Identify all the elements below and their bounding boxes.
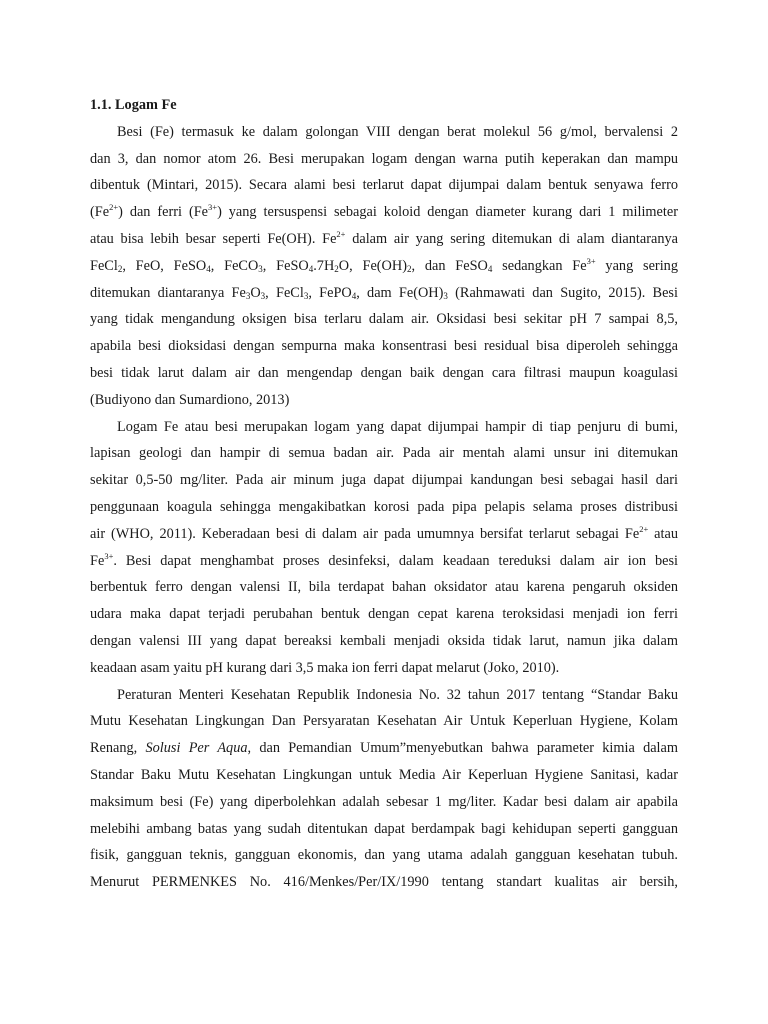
text-line: Standar Baku Mutu Kesehatan Lingkungan untuk Media Air Keperluan Hygiene Sanitasi, kadar [90, 766, 678, 783]
text-line: penggunaan koagula sehingga mengakibatkan korosi pada pipa pelapis selama proses distribusi [90, 498, 678, 515]
document-page [90, 92, 678, 896]
text-line: Peraturan Menteri Kesehatan Republik Indonesia No. 32 tahun 2017 tentang “Standar Baku [117, 686, 678, 703]
text-line: Renang, Solusi Per Aqua, dan Pemandian Umum”menyebutkan bahwa parameter kimia dalam [90, 740, 679, 757]
text-line: air (WHO, 2011). Keberadaan besi di dalam air pada umumnya bersifat terlarut sebagai $Fe^{2+}$ atau [90, 523, 678, 542]
text-line: besi tidak larut dalam air dan mengendap dengan baik dengan cara filtrasi maupun koagulasi [90, 364, 678, 381]
text-line: udara maka dapat terjadi perubahan bentuk dengan cepat karena teroksidasi menjadi ion ferri [90, 606, 678, 623]
text-line: atau bisa lebih besar seperti Fe(OH). $Fe^{2+}$ dalam air yang sering ditemukan di alam diantaranya [90, 228, 678, 247]
text-line: fisik, gangguan teknis, gangguan ekonomis, dan yang utama adalah gangguan kesehatan tubuh. [90, 847, 678, 864]
text-line: maksimum besi (Fe) yang diperbolehkan adalah sebesar 1 mg/liter. Kadar besi dalam air apabila [90, 793, 678, 810]
text-line: lapisan geologi dan hampir di semua badan air. Pada air mentah alami unsur ini ditemukan [90, 445, 678, 462]
text-line: keadaan asam yaitu pH kurang dari 3,5 maka ion ferri dapat melarut (Joko, 2010). [90, 659, 560, 676]
text-line: ditemukan diantaranya $Fe_3O_3$, FeCl$_3$, FePO$_4$, dam $Fe(OH)_3$ (Rahmawati dan Sugito, 2015). Besi [90, 284, 678, 301]
text-line: berbentuk ferro dengan valensi II, bila terdapat bahan oksidator atau karena pengaruh oksiden [90, 579, 678, 596]
text-line: $(Fe^{2+})$ dan ferri $(Fe^{3+})$ yang tersuspensi sebagai koloid dengan diameter kurang dari 1 milimeter [90, 202, 678, 221]
text-line: Logam Fe atau besi merupakan logam yang dapat dijumpai hampir di tiap penjuru di bumi, [117, 418, 678, 435]
paragraph-1 [90, 119, 678, 414]
text-line: dan 3, dan nomor atom 26. Besi merupakan logam dengan warna putih keperakan dan mampu [90, 150, 678, 167]
text-line: sekitar 0,5-50 mg/liter. Pada air minum juga dapat dijumpai kandungan besi sebagai hasil dari [90, 472, 678, 489]
text-line: (Budiyono dan Sumardiono, 2013) [90, 391, 290, 408]
text-line: apabila besi dioksidasi dengan sempurna maka konsentrasi besi residual bisa diperoleh sehingga [90, 338, 678, 355]
text-line: yang tidak mengandung oksigen bisa terlaru dalam air. Oksidasi besi sekitar pH 7 sampai 8,5, [90, 311, 678, 328]
text-line: Menurut PERMENKES No. 416/Menkes/Per/IX/1990 tentang standart kualitas air bersih, [90, 874, 678, 891]
paragraph-3 [90, 682, 678, 896]
document-body [90, 119, 678, 896]
paragraph-2 [90, 414, 678, 682]
section-heading: 1.1. Logam Fe [90, 97, 177, 113]
text-line: Besi (Fe) termasuk ke dalam golongan VIII dengan berat molekul 56 g/mol, bervalensi 2 [117, 123, 678, 140]
text-line: $Fe^{3+}$. Besi dapat menghambat proses desinfeksi, dalam keadaan tereduksi dalam air ion besi [90, 550, 678, 569]
text-line: FeCl$_2$, FeO, FeSO$_4$, FeCO$_3$, $FeSO_4.7H_2O$, $Fe(OH)_2$, dan FeSO$_4$ sedangkan $Fe^{3+}$ yang sering [90, 255, 678, 274]
text-line: Mutu Kesehatan Lingkungan Dan Persyaratan Kesehatan Air Untuk Keperluan Hygiene, Kolam [90, 713, 678, 730]
text-line: dengan valensi III yang dapat bereaksi kembali menjadi oksida tidak larut, namun jika dalam [90, 632, 678, 649]
text-line: dibentuk (Mintari, 2015). Secara alami besi terlarut dapat dijumpai dalam bentuk senyawa ferro [90, 177, 678, 194]
text-line: melebihi ambang batas yang sudah ditentukan dapat berdampak bagi kehidupan seperti gangguan [90, 820, 678, 837]
